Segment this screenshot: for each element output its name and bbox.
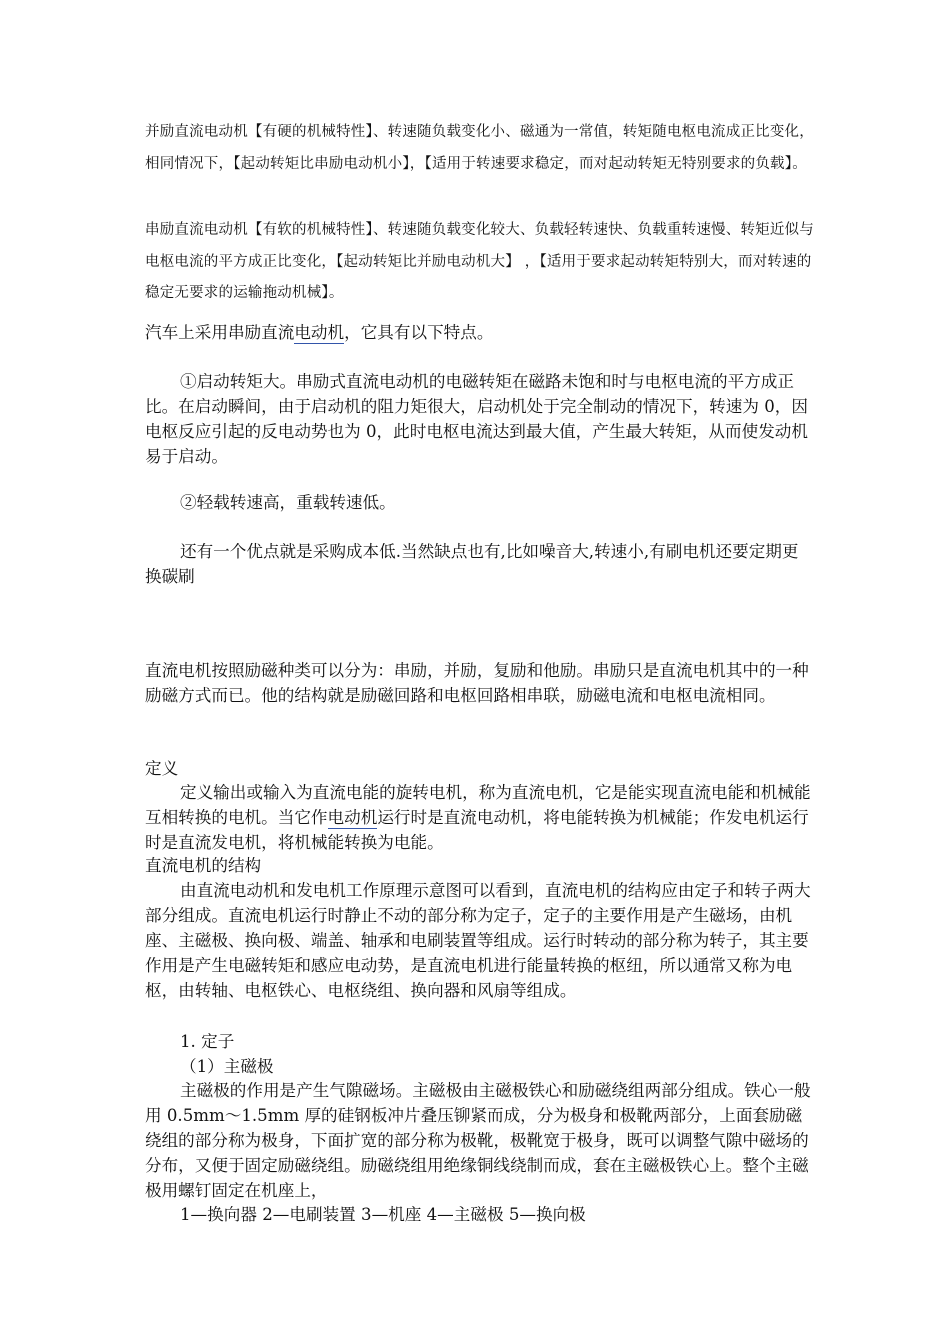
stator-heading: 1. 定子 [180,1032,235,1051]
feature-2-paragraph: ②轻载转速高，重载转速低。 [180,493,396,512]
feature-1-paragraph: ①启动转矩大。串励式直流电动机的电磁转矩在磁路未饱和时与电枢电流的平方成正比。在启动瞬间，由于启动机的阻力矩很大，启动机处于完全制动的情况下，转速为 0，因电枢反应引起的反电动势也为 0，此时电枢电流达到最大值，产生最大转矩，从而使发动机易于启动。 [145,372,808,466]
shunt-motor-paragraph: 并励直流电动机【有硬的机械特性】、转速随负载变化小、磁通为一常值，转矩随电枢电流成正比变化，相同情况下，【起动转矩比串励电动机小】，【适用于转速要求稳定，而对起动转矩无特别要求的负载】。 [145,124,814,172]
feature-3-paragraph: 还有一个优点就是采购成本低.当然缺点也有,比如噪音大,转速小,有刷电机还要定期更换碳刷 [145,542,799,586]
definition-heading: 定义 [145,759,179,778]
excitation-types-paragraph: 直流电机按照励磁种类可以分为：串励，并励，复励和他励。串励只是直流电机其中的一种励磁方式而已。他的结构就是励磁回路和电枢回路相串联，励磁电流和电枢电流相同。 [145,661,809,705]
definition-paragraph [145,780,815,855]
automotive-intro [145,320,815,345]
intro-text-after: ，它具有以下特点。 [344,323,494,342]
main-pole-paragraph: 主磁极的作用是产生气隙磁场。主磁极由主磁极铁心和励磁绕组两部分组成。铁心一般用 0.5mm～1.5mm 厚的硅钢板冲片叠压铆紧而成，分为极身和极靴两部分，上面套励磁绕组的部分称为极身，下面扩宽的部分称为极靴，极靴宽于极身，既可以调整气隙中磁场的分布，又便于固定励磁绕组。励磁绕组用绝缘铜线绕制而成，套在主磁极铁心上。整个主磁极用螺钉固定在机座上， [145,1081,811,1200]
figure-caption: 1—换向器 2—电刷装置 3—机座 4—主磁极 5—换向极 [180,1205,586,1224]
structure-paragraph: 由直流电动机和发电机工作原理示意图可以看到，直流电机的结构应由定子和转子两大部分组成。直流电机运行时静止不动的部分称为定子，定子的主要作用是产生磁场，由机座、主磁极、换向极、端盖、轴承和电刷装置等组成。运行时转动的部分称为转子，其主要作用是产生电磁转矩和感应电动势，是直流电机进行能量转换的枢纽，所以通常又称为电枢，由转轴、电枢铁心、电枢绕组、换向器和风扇等组成。 [145,881,811,1000]
structure-heading: 直流电机的结构 [145,856,262,875]
motor-link[interactable]: 电动机 [294,323,345,342]
series-motor-paragraph: 串励直流电动机【有软的机械特性】、转速随负载变化较大、负载轻转速快、负载重转速慢、转矩近似与电枢电流的平方成正比变化，【起动转矩比并励电动机大】 ，【适用于要求起动转矩特别大，而对转速的稳定无要求的运输拖动机械】。 [145,222,814,301]
intro-text-before: 汽车上采用串励直流 [145,323,295,342]
main-pole-heading: （1）主磁极 [180,1057,274,1076]
definition-text-before: 定义输出或输入为直流电能的旋转电机，称为直流电机，它是能实现直流电能和机械能互相转换的电机。当它作 [145,783,811,827]
definition-text-after: 运行时是直流电动机，将电能转换为机械能；作发电机运行时是直流发电机，将机械能转换为电能。 [145,808,809,852]
motor-link-2[interactable]: 电动机 [327,808,378,827]
